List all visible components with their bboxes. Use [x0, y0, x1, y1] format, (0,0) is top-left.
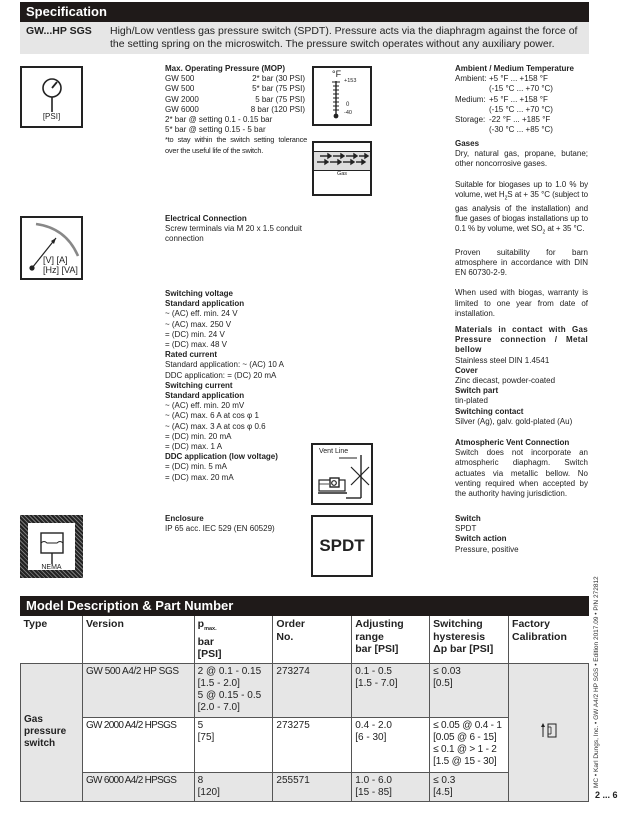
ddc-line: = (DC) min. 5 mA: [165, 462, 228, 472]
vent-text: Switch does not incorporate an atmospheric diaphagm. Switch actuates via metallic bellow. No venting required when accepted by the authority having jurisdiction.: [455, 448, 588, 499]
switch-part-material: tin-plated: [455, 396, 488, 406]
electrical-meter-icon: [20, 216, 83, 280]
col-hysteresis: Switching hysteresis Δp bar [PSI]: [430, 616, 509, 663]
electrical-text: Screw terminals via M 20 x 1.5 conduit connection: [165, 224, 302, 244]
contact-heading: Switching contact: [455, 406, 524, 416]
specification-header: [20, 2, 589, 22]
electrical-label-1: [V] [A]: [43, 255, 68, 265]
mop-row: GW 500 2* bar (30 PSI): [165, 74, 305, 84]
temp-storage-c: (-30 °C ... +85 °C): [489, 125, 553, 135]
model-table: [20, 616, 589, 802]
rated-current-heading: Rated current: [165, 350, 218, 360]
switch-value: SPDT: [455, 524, 477, 534]
standard-application-heading: Standard application: [165, 299, 245, 309]
temp-medium-c: (-15 °C ... +70 °C): [489, 104, 553, 114]
vent-block: [455, 438, 588, 499]
mop-row: GW 6000 8 bar (120 PSI): [165, 104, 305, 114]
voltage-line: ~ (AC) max. 250 V: [165, 319, 232, 329]
thermometer-icon: [312, 66, 372, 126]
gases-text: Dry, natural gas, propane, butane; other noncorrosive gases.: [455, 149, 588, 169]
mop-heading: Max. Operating Pressure (MOP): [165, 64, 286, 73]
materials-heading: Materials in contact with Gas Pressure connection / Metal bellow: [455, 325, 588, 355]
version-cell: GW 6000 A4/2 HPSGS: [82, 772, 194, 801]
voltage-line: = (DC) min. 24 V: [165, 329, 225, 339]
order-cell: 255571: [273, 772, 352, 801]
calibration-cell: [509, 663, 589, 801]
intro-description: High/Low ventless gas pressure switch (SPDT). Pressure acts via the diaphragm against the force of the setting spring on the microswitch. The pressure switch operates without any auxiliary power.: [110, 25, 578, 50]
temperature-heading: Ambient / Medium Temperature: [455, 64, 574, 73]
spdt-icon: [311, 515, 373, 577]
current-line: ~ (AC) eff. min. 20 mV: [165, 401, 245, 411]
current-line: = (DC) min. 20 mA: [165, 431, 232, 441]
bellow-material: Stainless steel DIN 1.4541: [455, 355, 550, 365]
hysteresis-cell: ≤ 0.05 @ 0.4 - 1 [0.05 @ 6 - 15] ≤ 0.1 @ > 1 - 2 [1.5 @ 15 - 30]: [430, 717, 509, 772]
page-number: 2 ... 6: [595, 790, 618, 800]
nema-label: NEMA: [41, 564, 62, 571]
thermo-unit: °F: [332, 69, 342, 79]
temp-ambient-c: (-15 °C ... +70 °C): [489, 84, 553, 94]
thermo-tick-min: -40: [344, 110, 352, 116]
col-pmax: $p_{max.}$ bar [PSI]: [194, 616, 273, 663]
col-adjusting-range: Adjusting range bar [PSI]: [352, 616, 430, 663]
voltage-line: ~ (AC) eff. min. 24 V: [165, 309, 238, 319]
table-row: [21, 772, 589, 801]
table-header-row: [21, 616, 589, 663]
order-cell: 273275: [273, 717, 352, 772]
hysteresis-cell: ≤ 0.03 [0.5]: [430, 663, 509, 717]
current-line: ~ (AC) max. 3 A at cos φ 0.6: [165, 421, 266, 431]
mop-row: GW 500 5* bar (75 PSI): [165, 84, 305, 94]
current-line: = (DC) max. 1 A: [165, 442, 223, 452]
col-order: Order No.: [273, 616, 352, 663]
switching-voltage-heading: Switching voltage: [165, 289, 234, 298]
temp-row-medium: Medium: +5 °F ... +158 °F: [455, 94, 548, 104]
thermo-tick-max: +153: [344, 78, 357, 84]
mop-row: GW 2000 5 bar (75 PSI): [165, 94, 305, 104]
temp-row-ambient: Ambient: +5 °F ... +158 °F: [455, 74, 548, 84]
mop-block: [165, 64, 307, 156]
warranty-text: When used with biogas, warranty is limited to one year from date of installation.: [455, 288, 588, 318]
switch-action: Pressure, positive: [455, 544, 519, 554]
gases-heading: Gases: [455, 139, 480, 148]
electrical-block: [165, 214, 305, 245]
pmax-cell: 2 @ 0.1 - 0.15 [1.5 - 2.0] 5 @ 0.15 - 0.5 [2.0 - 7.0]: [194, 663, 273, 717]
order-cell: 273274: [273, 663, 352, 717]
biogas-text: Suitable for biogases up to 1.0 % by volume, wet $H_2S$ at + 35 °C (subject to gas analysis of the installation) and flue gases of biogas installations up to 0.1 % by volume, wet $SO_2$ at + 35 °C.: [455, 179, 588, 236]
vent-line-icon: [311, 443, 373, 505]
model-table-title: Model Description & Part Number: [26, 598, 234, 613]
thermo-tick-zero: 0: [346, 102, 350, 108]
col-type: Type: [21, 616, 83, 663]
materials-block: [455, 325, 588, 427]
pmax-cell: 8 [120]: [194, 772, 273, 801]
voltage-line: = (DC) max. 48 V: [165, 340, 228, 350]
col-calibration: Factory Calibration: [509, 616, 589, 663]
mop-note: 2* bar @ setting 0.1 - 0.15 bar: [165, 115, 273, 125]
col-version: Version: [82, 616, 194, 663]
range-cell: 1.0 - 6.0 [15 - 85]: [352, 772, 430, 801]
temperature-block: [455, 64, 605, 135]
switching-current-heading: Switching current: [165, 380, 233, 390]
pmax-cell: 5 [75]: [194, 717, 273, 772]
electrical-heading: Electrical Connection: [165, 214, 247, 223]
type-cell: Gas pressure switch: [21, 663, 83, 801]
intro-model: GW...HP SGS: [26, 25, 92, 37]
rated-line: DDC application: = (DC) 20 mA: [165, 370, 277, 380]
nema-enclosure-icon: [20, 515, 83, 578]
ddc-line: = (DC) max. 20 mA: [165, 472, 234, 482]
calibration-rising-icon: [539, 721, 559, 739]
rated-line: Standard application: ~ (AC) 10 A: [165, 360, 284, 370]
version-cell: GW 500 A4/2 HP SGS: [82, 663, 194, 717]
enclosure-text: IP 65 acc. IEC 529 (EN 60529): [165, 524, 275, 534]
version-cell: GW 2000 A4/2 HPSGS: [82, 717, 194, 772]
cover-heading: Cover: [455, 365, 478, 375]
current-standard-heading: Standard application: [165, 391, 245, 401]
enclosure-heading: Enclosure: [165, 514, 204, 523]
vent-label: Vent Line: [319, 448, 349, 455]
pressure-gauge-icon: [20, 66, 83, 128]
switch-heading: Switch: [455, 514, 481, 523]
gas-flow-icon: [312, 141, 372, 196]
gases-block: [455, 139, 588, 319]
contact-material: Silver (Ag), galv. gold-plated (Au): [455, 416, 573, 426]
barn-text: Proven suitability for barn atmosphere in accordance with DIN EN 60730-2-9.: [455, 247, 588, 278]
enclosure-block: [165, 514, 310, 534]
switch-block: [455, 514, 588, 555]
gas-label: Gas: [336, 171, 348, 177]
range-cell: 0.4 - 2.0 [6 - 30]: [352, 717, 430, 772]
document-side-text: MC • Karl Dungs, Inc. • GW A4/2 HP SGS • Edition 2017.09 • P/N 272812: [593, 576, 600, 788]
section-title: Specification: [26, 4, 107, 19]
hysteresis-cell: ≤ 0.3 [4.5]: [430, 772, 509, 801]
intro-row: [20, 22, 589, 54]
mop-footnote: *to stay within the switch setting tolerance over the useful life of the switch.: [165, 135, 307, 155]
cover-material: Zinc diecast, powder-coated: [455, 376, 556, 386]
temp-row-storage: Storage: -22 °F ... +185 °F: [455, 115, 551, 125]
table-row: [21, 717, 589, 772]
range-cell: 0.1 - 0.5 [1.5 - 7.0]: [352, 663, 430, 717]
switch-part-heading: Switch part: [455, 386, 499, 396]
model-table-header: [20, 596, 589, 616]
table-row: [21, 663, 589, 717]
switch-action-heading: Switch action: [455, 534, 507, 544]
switching-block: [165, 289, 310, 483]
electrical-label-2: [Hz] [VA]: [43, 265, 78, 275]
vent-heading: Atmospheric Vent Connection: [455, 438, 570, 447]
pressure-unit-label: [PSI]: [42, 112, 61, 121]
spdt-label: SPDT: [319, 536, 365, 555]
ddc-heading: DDC application (low voltage): [165, 452, 278, 462]
mop-note: 5* bar @ setting 0.15 - 5 bar: [165, 125, 266, 135]
current-line: ~ (AC) max. 6 A at cos φ 1: [165, 411, 259, 421]
